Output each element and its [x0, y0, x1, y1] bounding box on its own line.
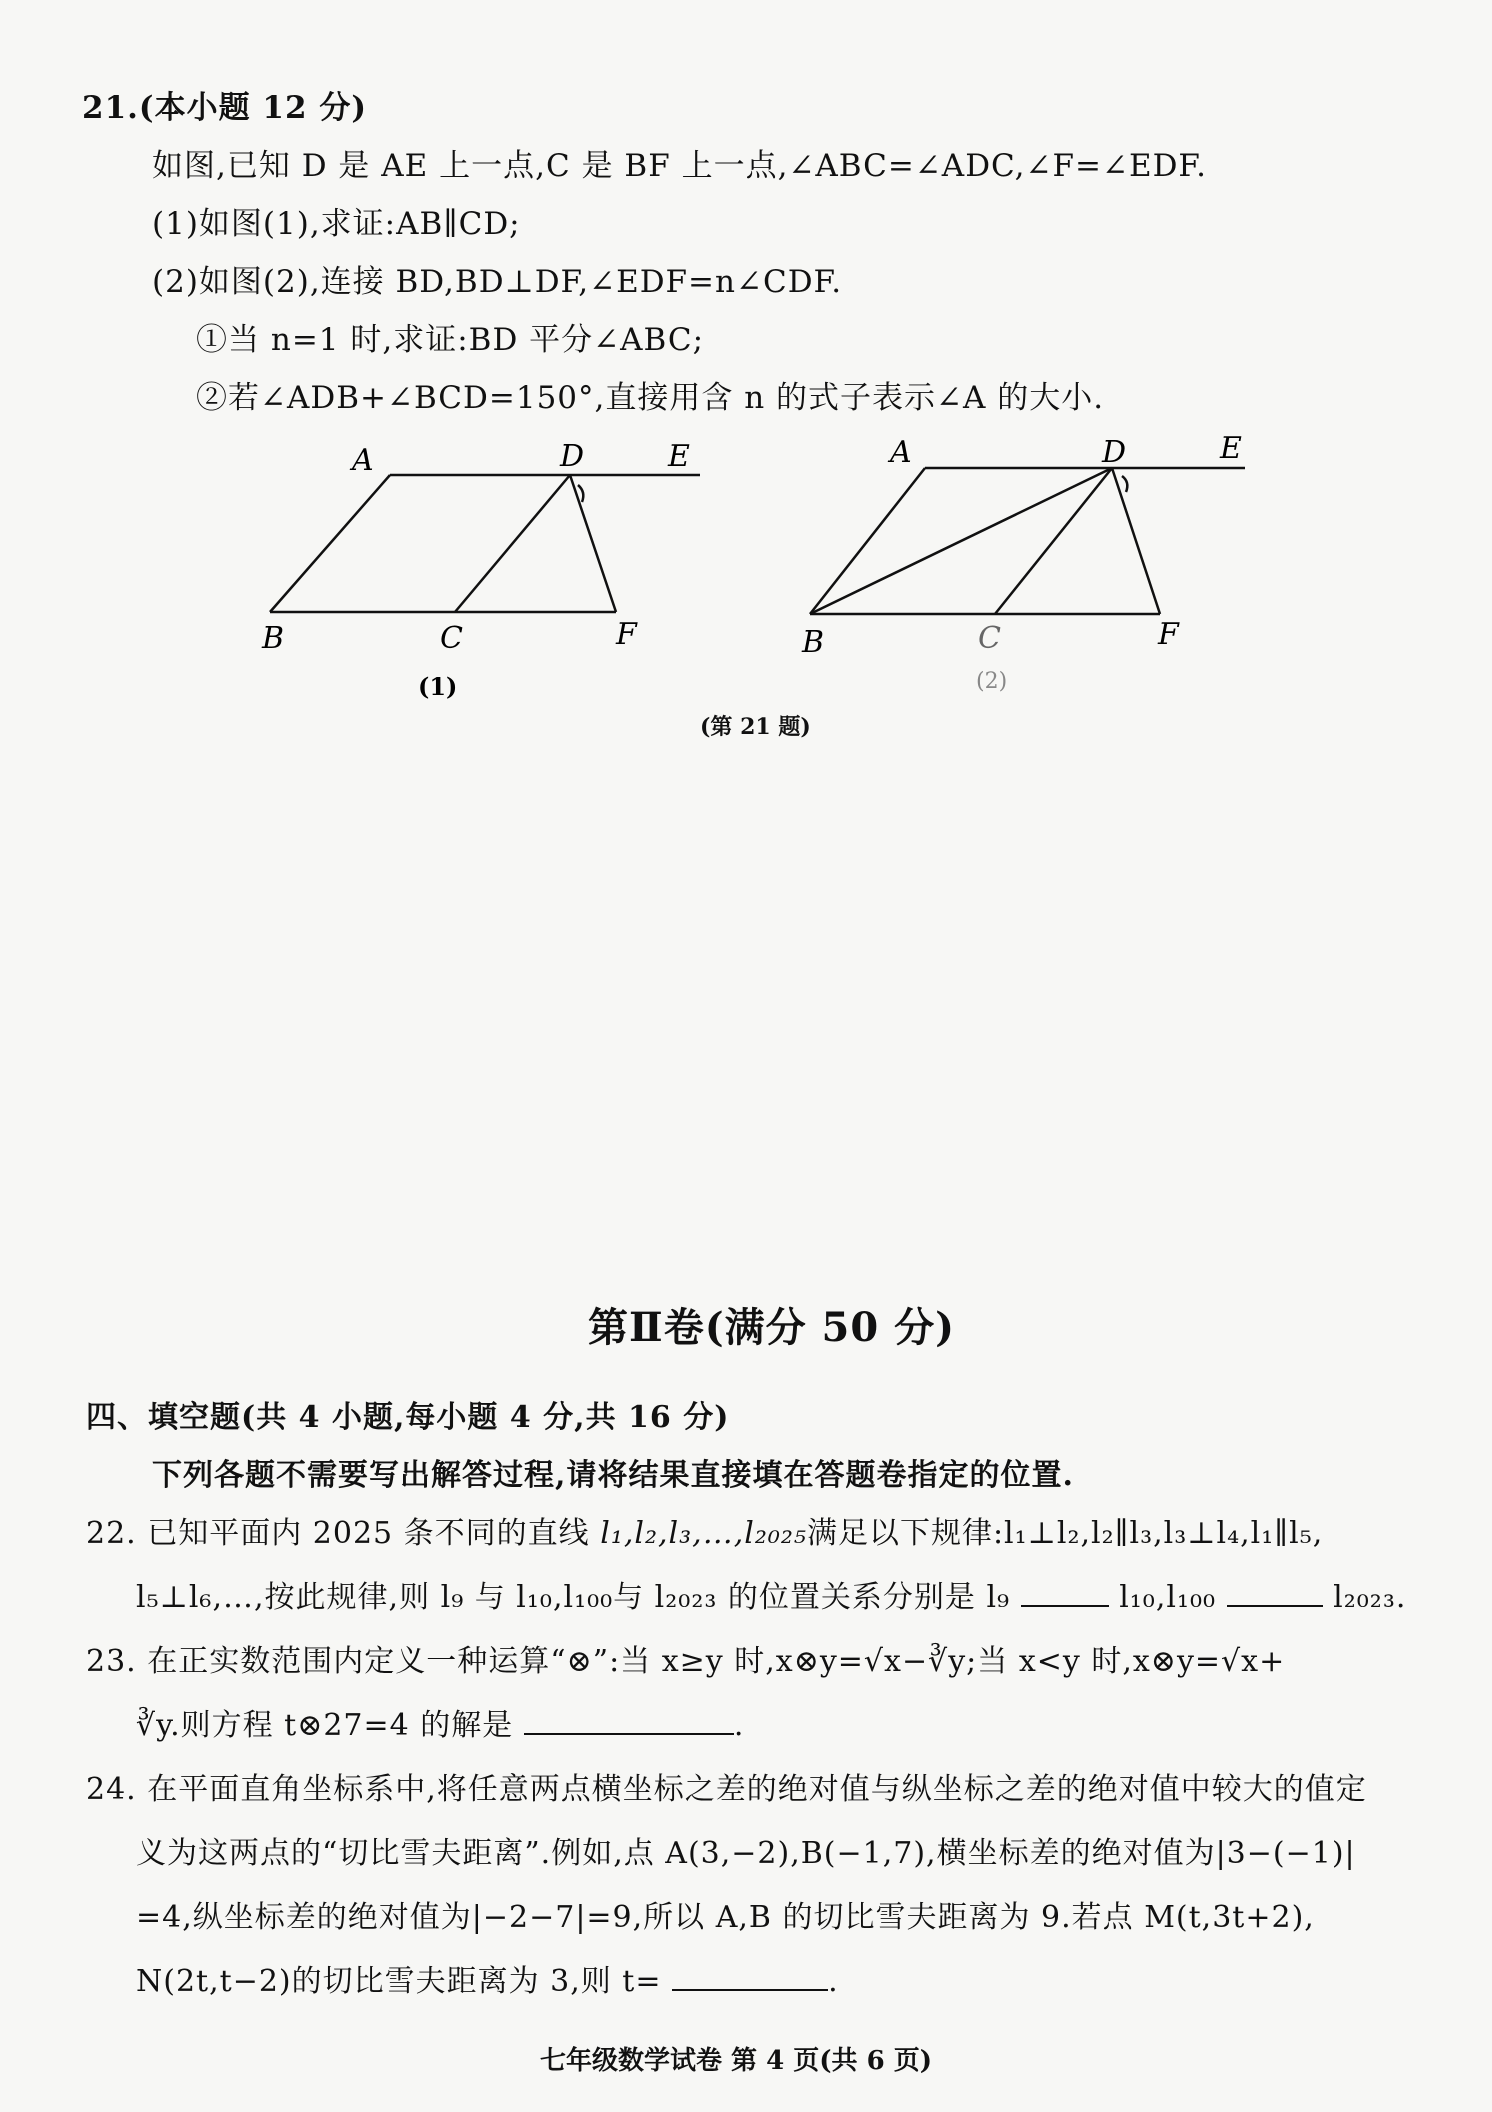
fig2-label-F: F [1158, 617, 1179, 652]
fig1-caption: (1) [418, 672, 458, 700]
q24-text-d: N(2t,t−2)的切比雪夫距离为 3,则 t= [136, 1964, 662, 1999]
q21-part1: (1)如图(1),求证:AB∥CD; [152, 206, 521, 242]
section2-title: 第Ⅱ卷(满分 50 分) [588, 1304, 956, 1351]
fig1-line-DF [570, 475, 616, 612]
part4-instruction: 下列各题不需要写出解答过程,请将结果直接填在答题卷指定的位置. [152, 1458, 1074, 1493]
fig2-label-E: E [1220, 431, 1242, 466]
fig2-line-DF [1112, 468, 1160, 614]
q24-text-e: . [828, 1964, 839, 1999]
fig1-line-DC [455, 475, 570, 612]
q24-line3: =4,纵坐标差的绝对值为|−2−7|=9,所以 A,B 的切比雪夫距离为 9.若点 M(t,3t+2), [136, 1900, 1315, 1935]
q23-line1 [86, 1636, 1285, 1680]
q22-text-b: 满足以下规律:l₁⊥l₂,l₂∥l₃,l₃⊥l₄,l₁∥l₅, [806, 1516, 1324, 1551]
q22-text-e: l₂₀₂₃. [1333, 1580, 1407, 1615]
fig1-label-D: D [560, 439, 585, 474]
q23-number: 23. [86, 1644, 137, 1679]
fig1-line-AB [270, 475, 390, 612]
q22-answer-blank-2[interactable] [1227, 1605, 1323, 1607]
q24-line4 [136, 1956, 839, 2000]
q22-text-c: l₅⊥l₆,…,按此规律,则 l₉ 与 l₁₀,l₁₀₀与 l₂₀₂₃ 的位置关系分别是 l₉ [136, 1580, 1011, 1615]
q22-text-a: 已知平面内 2025 条不同的直线 [147, 1516, 590, 1551]
fig2-caption: (2) [976, 669, 1008, 694]
fig1-label-A: A [352, 443, 374, 478]
q23-text-a: 在正实数范围内定义一种运算“⊗”:当 x≥y 时,x⊗y=√x−∛y;当 x<y 时,x⊗y=√x+ [147, 1644, 1286, 1679]
q21-stem: 如图,已知 D 是 AE 上一点,C 是 BF 上一点,∠ABC=∠ADC,∠F=∠EDF. [152, 148, 1207, 184]
fig2-line-DC [995, 468, 1112, 614]
fig2-label-A: A [890, 435, 912, 470]
q24-line1 [86, 1764, 1367, 1808]
fig2-label-C: C [978, 621, 1001, 656]
fig2-label-B: B [802, 625, 825, 660]
q24-answer-blank[interactable] [672, 1989, 828, 1991]
part4-heading: 四、填空题(共 4 小题,每小题 4 分,共 16 分) [86, 1400, 730, 1435]
fig2-angle-mark [1122, 476, 1127, 492]
fig2-line-AB [810, 468, 925, 614]
q21-figure-caption: (第 21 题) [700, 714, 811, 740]
fig1-label-B: B [262, 621, 285, 656]
q24-text-a: 在平面直角坐标系中,将任意两点横坐标之差的绝对值与纵坐标之差的绝对值中较大的值定 [147, 1772, 1367, 1807]
q24-number: 24. [86, 1772, 137, 1807]
q22-lines-list: l₁,l₂,l₃,…,l₂₀₂₅ [600, 1516, 807, 1551]
q21-part2-sub1: ①当 n=1 时,求证:BD 平分∠ABC; [196, 322, 705, 358]
q21-part2-sub2: ②若∠ADB+∠BCD=150°,直接用含 n 的式子表示∠A 的大小. [196, 380, 1105, 416]
q22-line1 [86, 1508, 1323, 1552]
page-footer: 七年级数学试卷 第 4 页(共 6 页) [540, 2046, 933, 2076]
q22-line2 [136, 1572, 1406, 1616]
q23-text-b: ∛y.则方程 t⊗27=4 的解是 [136, 1708, 514, 1743]
q22-answer-blank-1[interactable] [1021, 1605, 1109, 1607]
q22-text-d: l₁₀,l₁₀₀ [1119, 1580, 1217, 1615]
q24-line2: 义为这两点的“切比雪夫距离”.例如,点 A(3,−2),B(−1,7),横坐标差的绝对值为|3−(−1)| [136, 1836, 1356, 1871]
fig2-line-BD [810, 468, 1112, 614]
fig1-label-C: C [440, 621, 463, 656]
fig2-label-D: D [1102, 435, 1127, 470]
fig1-label-F: F [616, 617, 637, 652]
q21-part2: (2)如图(2),连接 BD,BD⊥DF,∠EDF=n∠CDF. [152, 264, 843, 300]
q23-text-c: . [733, 1708, 745, 1743]
q22-number: 22. [86, 1516, 137, 1551]
q23-answer-blank[interactable] [524, 1733, 734, 1735]
figure-1-diagram [240, 430, 720, 700]
fig1-label-E: E [668, 439, 690, 474]
q21-header: 21.(本小题 12 分) [82, 90, 367, 126]
figure-2-diagram [790, 430, 1280, 700]
q23-line2 [136, 1700, 744, 1744]
